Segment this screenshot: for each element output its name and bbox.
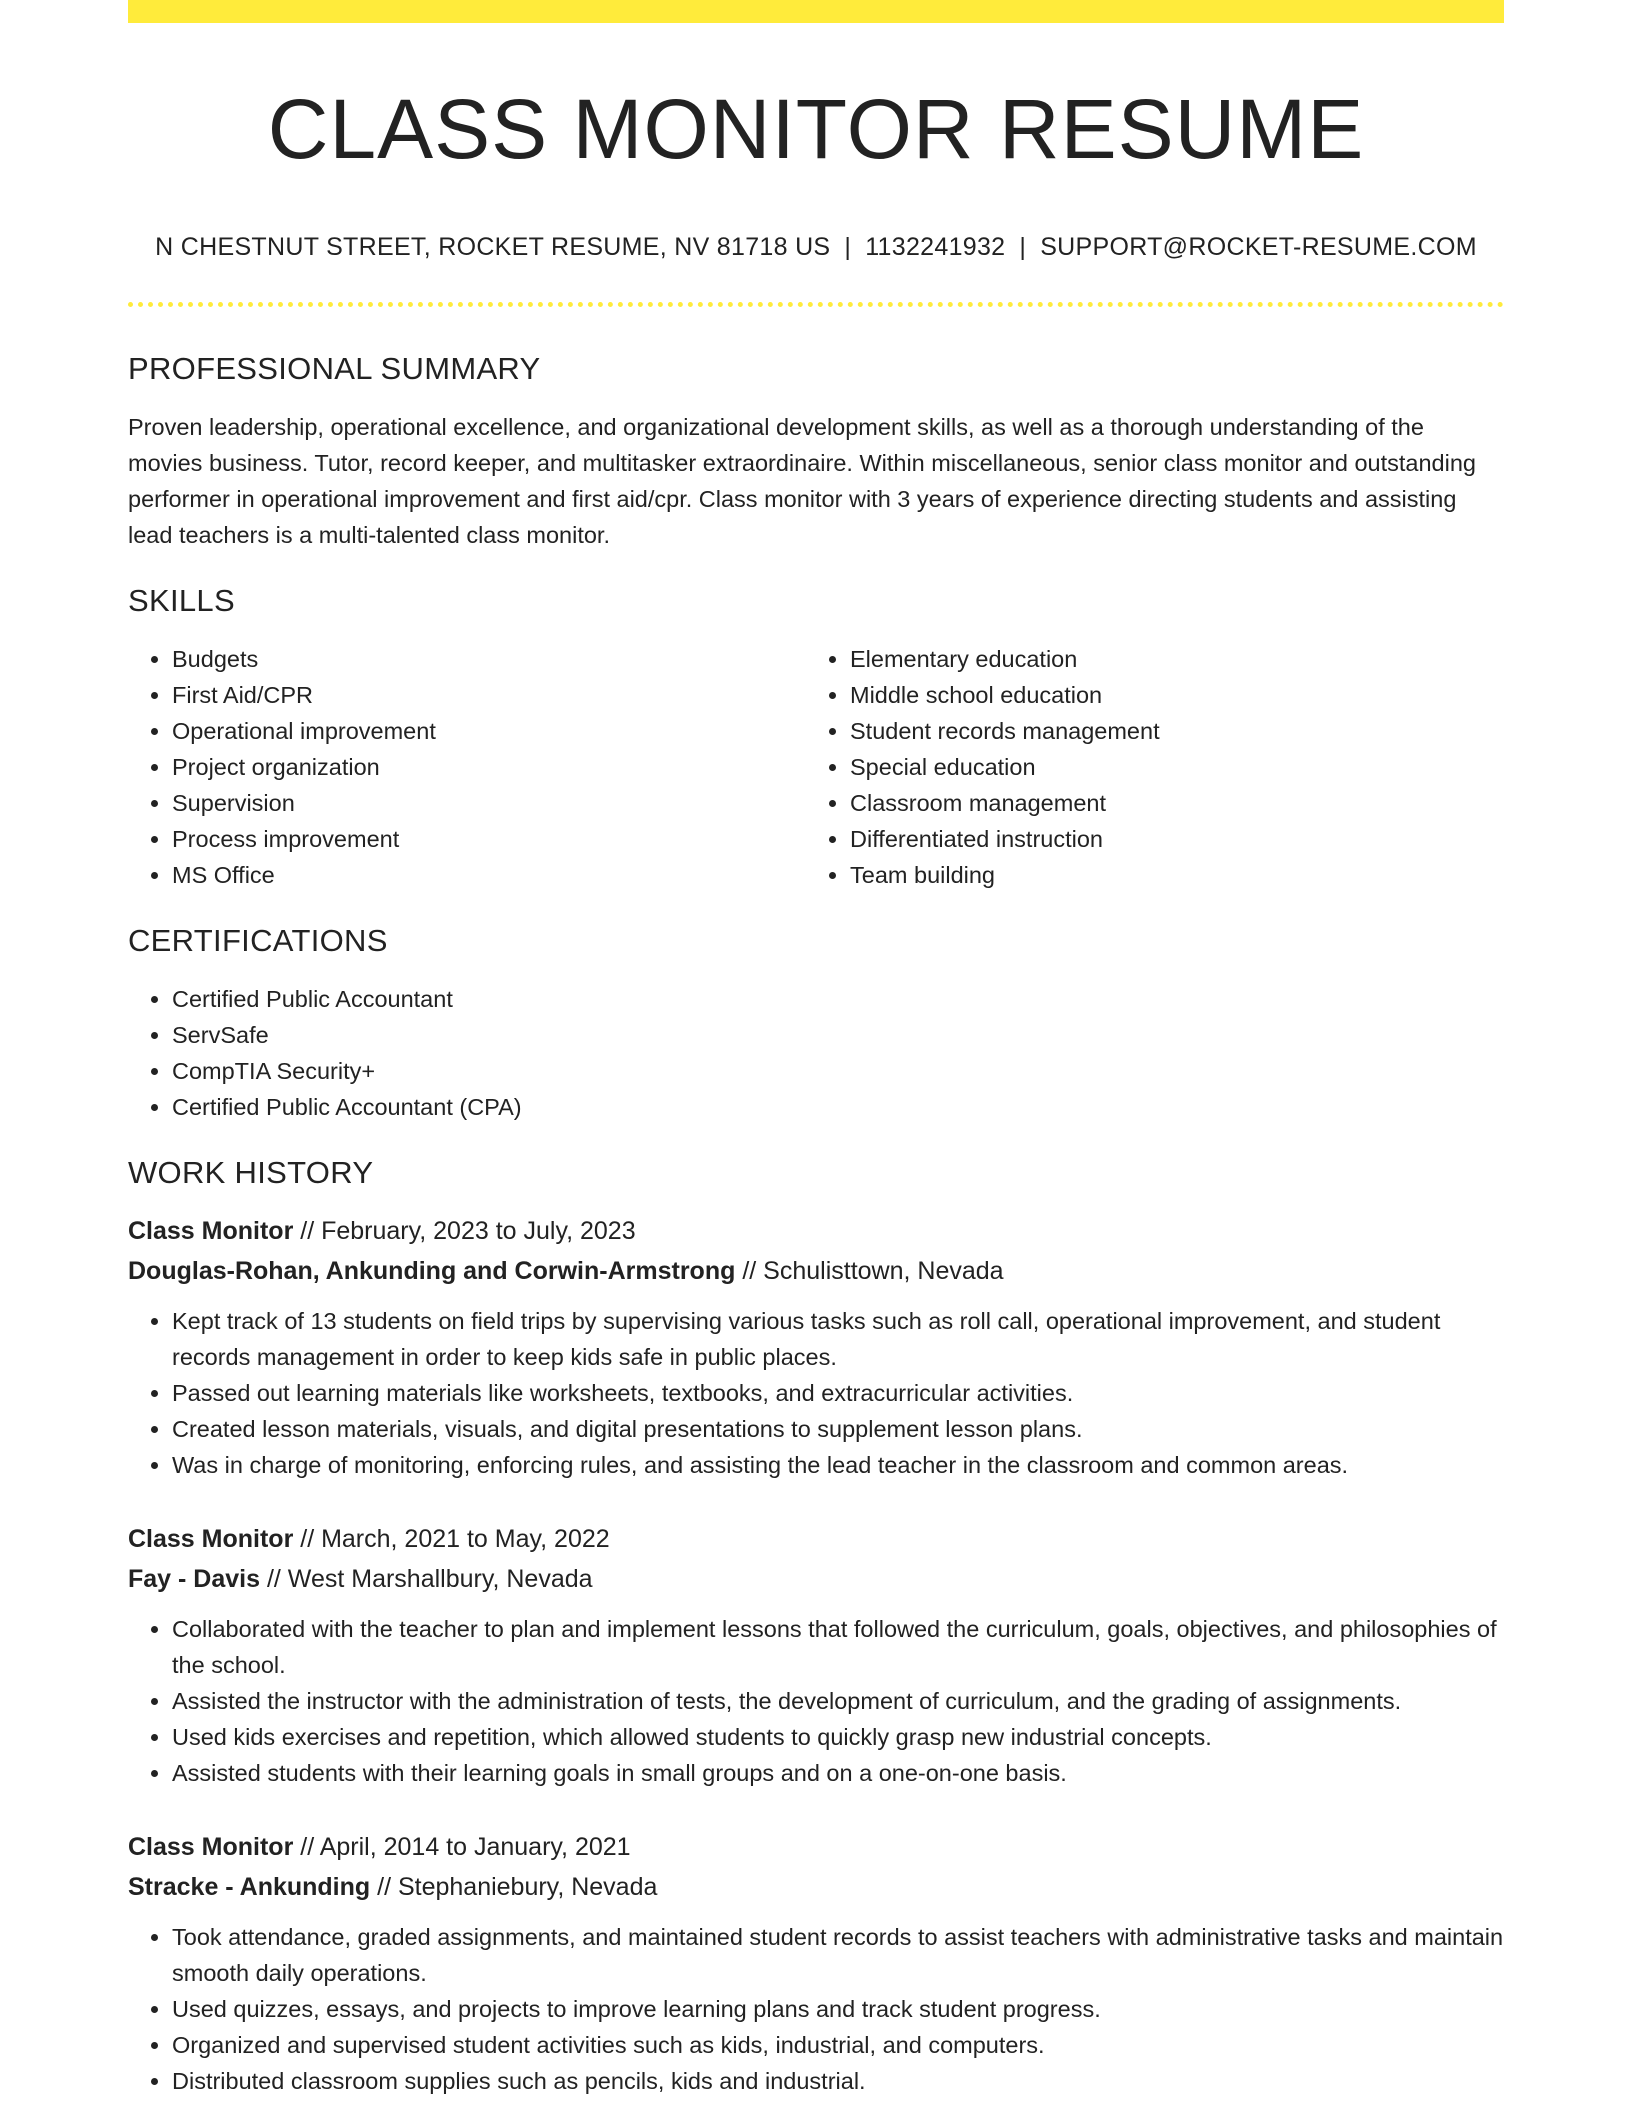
- job-bullet: • Collaborated with the teacher to plan and implement lessons that followed the curriculum, goals, objectives, and philosophies of the school.: [172, 1611, 1504, 1683]
- skill-item: • Project organization: [172, 749, 806, 785]
- work-history-heading: WORK HISTORY: [128, 1155, 374, 1191]
- certifications-list: [128, 981, 1504, 1125]
- job-company: Fay - Davis: [128, 1565, 261, 1594]
- job-bullet: • Assisted the instructor with the administration of tests, the development of curriculum, and the grading of assignments.: [172, 1683, 1504, 1719]
- summary-heading: PROFESSIONAL SUMMARY: [128, 351, 541, 387]
- job-bullet: • Took attendance, graded assignments, and maintained student records to assist teachers with administrative tasks and maintain smooth daily operations.: [172, 1919, 1504, 1991]
- contact-line: [128, 233, 1504, 262]
- job-dates: // April, 2014 to January, 2021: [293, 1833, 631, 1862]
- resume-page: [128, 0, 1504, 2099]
- job-dates: // February, 2023 to July, 2023: [293, 1217, 636, 1246]
- job-bullet: • Used quizzes, essays, and projects to improve learning plans and track student progress.: [172, 1991, 1504, 2027]
- certification-item: • ServSafe: [172, 1017, 1504, 1053]
- job-bullet: • Kept track of 13 students on field trips by supervising various tasks such as roll call, operational improvement, and student records management in order to keep kids safe in public places.: [172, 1303, 1504, 1375]
- job-dates: // March, 2021 to May, 2022: [293, 1525, 610, 1554]
- job-company-line: [128, 1867, 1504, 1907]
- certification-item: • CompTIA Security+: [172, 1053, 1504, 1089]
- contact-email[interactable]: SUPPORT@ROCKET-RESUME.COM: [1040, 233, 1477, 262]
- contact-separator: |: [1019, 233, 1027, 262]
- job-role: Class Monitor: [128, 1833, 294, 1862]
- skills-heading: SKILLS: [128, 583, 235, 619]
- skills-columns: [128, 641, 1504, 893]
- job-bullets: [128, 1303, 1504, 1483]
- job-role: Class Monitor: [128, 1217, 294, 1246]
- skill-item: • Operational improvement: [172, 713, 806, 749]
- job-company-line: [128, 1559, 1504, 1599]
- skill-item: • Classroom management: [850, 785, 1484, 821]
- job-bullets: [128, 1919, 1504, 2099]
- contact-address: N CHESTNUT STREET, ROCKET RESUME, NV 81718 US: [155, 233, 831, 262]
- job-company: Douglas-Rohan, Ankunding and Corwin-Armstrong: [128, 1257, 736, 1286]
- summary-text: Proven leadership, operational excellence, and organizational development skills, as well as a thorough understanding of the movies business. Tutor, record keeper, and multitasker extraordinaire. Within miscellaneous, senior class monitor and outstanding performer in operational improvement and first aid/cpr. Class monitor with 3 years of experience directing students and assisting lead teachers is a multi-talented class monitor.: [128, 414, 1476, 549]
- resume-title: CLASS MONITOR RESUME: [267, 82, 1365, 176]
- contact-separator: |: [844, 233, 852, 262]
- skill-item: • Student records management: [850, 713, 1484, 749]
- contact-phone: 1132241932: [865, 233, 1006, 262]
- skills-left-list: [128, 641, 806, 893]
- job-bullet: • Assisted students with their learning goals in small groups and on a one-on-one basis.: [172, 1755, 1504, 1791]
- skill-item: • Differentiated instruction: [850, 821, 1484, 857]
- certification-item: • Certified Public Accountant: [172, 981, 1504, 1017]
- skill-item: • First Aid/CPR: [172, 677, 806, 713]
- job-role-line: [128, 1211, 1504, 1251]
- job-location: // Stephaniebury, Nevada: [370, 1873, 658, 1902]
- skill-item: • Middle school education: [850, 677, 1484, 713]
- job-company: Stracke - Ankunding: [128, 1873, 371, 1902]
- job-location: // Schulisttown, Nevada: [735, 1257, 1004, 1286]
- job-bullet: • Passed out learning materials like worksheets, textbooks, and extracurricular activities.: [172, 1375, 1504, 1411]
- skill-item: • Supervision: [172, 785, 806, 821]
- job-bullet: • Was in charge of monitoring, enforcing rules, and assisting the lead teacher in the classroom and common areas.: [172, 1447, 1504, 1483]
- skills-right-list: [806, 641, 1484, 893]
- job-bullet: • Distributed classroom supplies such as pencils, kids and industrial.: [172, 2063, 1504, 2099]
- job-entry: [128, 1827, 1504, 2099]
- job-role-line: [128, 1827, 1504, 1867]
- skill-item: • Team building: [850, 857, 1484, 893]
- job-entry: [128, 1519, 1504, 1791]
- skill-item: • Special education: [850, 749, 1484, 785]
- job-bullet: • Organized and supervised student activities such as kids, industrial, and computers.: [172, 2027, 1504, 2063]
- job-role: Class Monitor: [128, 1525, 294, 1554]
- skill-item: • Elementary education: [850, 641, 1484, 677]
- job-role-line: [128, 1519, 1504, 1559]
- job-location: // West Marshallbury, Nevada: [260, 1565, 593, 1594]
- dotted-divider: [128, 302, 1504, 307]
- skill-item: • Budgets: [172, 641, 806, 677]
- job-entry: [128, 1211, 1504, 1483]
- skill-item: • MS Office: [172, 857, 806, 893]
- skill-item: • Process improvement: [172, 821, 806, 857]
- certification-item: • Certified Public Accountant (CPA): [172, 1089, 1504, 1125]
- job-company-line: [128, 1251, 1504, 1291]
- certifications-heading: CERTIFICATIONS: [128, 923, 388, 959]
- accent-top-bar: [128, 0, 1504, 23]
- job-bullet: • Created lesson materials, visuals, and digital presentations to supplement lesson plans.: [172, 1411, 1504, 1447]
- job-bullets: [128, 1611, 1504, 1791]
- job-bullet: • Used kids exercises and repetition, which allowed students to quickly grasp new industrial concepts.: [172, 1719, 1504, 1755]
